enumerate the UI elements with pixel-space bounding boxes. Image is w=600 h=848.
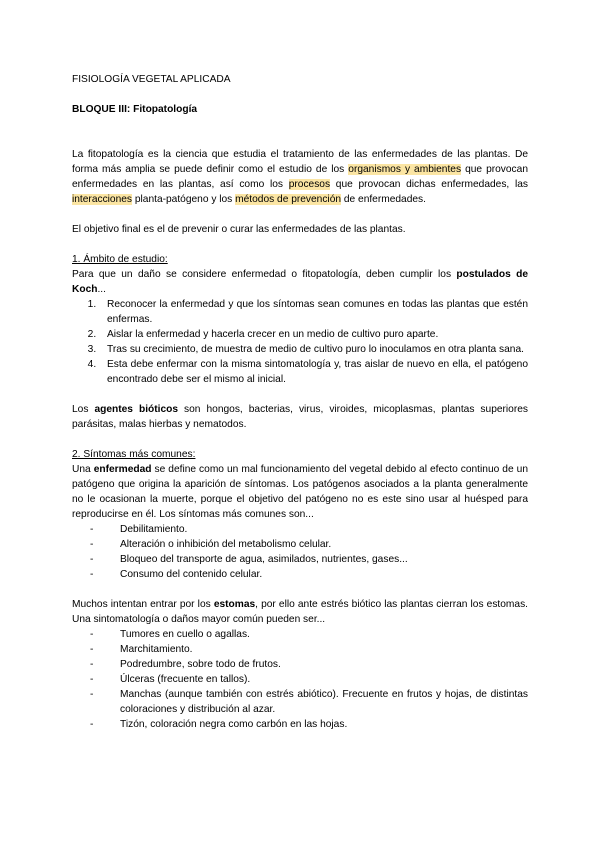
list-item: - Debilitamiento. bbox=[72, 522, 528, 537]
section2-title: 2. Síntomas más comunes: bbox=[72, 449, 196, 460]
document-header: FISIOLOGÍA VEGETAL APLICADA bbox=[72, 74, 231, 85]
highlight-metodos: métodos de prevención bbox=[235, 194, 342, 205]
koch-postulates-list bbox=[72, 297, 528, 387]
document-page bbox=[72, 0, 528, 732]
biotic-agents-paragraph: Los agentes bióticos son hongos, bacterias, virus, viroides, micoplasmas, plantas superiores parásitas, malas hierbas y nematodos. bbox=[72, 404, 528, 430]
list-item: 2. Aislar la enfermedad y hacerla crecer en un medio de cultivo puro aparte. bbox=[99, 327, 528, 342]
list-item: - Podredumbre, sobre todo de frutos. bbox=[72, 657, 528, 672]
intro-paragraph: La fitopatología es la ciencia que estudia el tratamiento de las enfermedades de las plantas. De forma más amplia se puede definir como el estudio de los organismos y ambientes que provocan enfermedades en las plantas, así como los procesos que provocan dichas enfermedades, las interacciones planta-patógeno y los métodos de prevención de enfermedades. bbox=[72, 149, 528, 205]
highlight-interacciones: interacciones bbox=[72, 194, 133, 205]
disease-definition-paragraph: Una enfermedad se define como un mal funcionamiento del vegetal debido al efecto continuo de un patógeno que origina la aparición de síntomas. Los patógenos asociados a la planta generalmente no le ocasionan la muerte, porque el objetivo del patógeno no es este sino usar al huésped para reproducirse en él. Los síntomas más comunes son... bbox=[72, 464, 528, 520]
list-item: 4. Esta debe enfermar con la misma sintomatología y, tras aislar de nuevo en ella, el patógeno encontrado debe ser el mismo al inicial. bbox=[99, 357, 528, 387]
list-item: - Manchas (aunque también con estrés abiótico). Frecuente en frutos y hojas, de distintas coloraciones y distribución al azar. bbox=[72, 687, 528, 717]
list-item: - Consumo del contenido celular. bbox=[72, 567, 528, 582]
section1-title: 1. Ámbito de estudio: bbox=[72, 254, 168, 265]
section1-lead: Para que un daño se considere enfermedad o fitopatología, deben cumplir los postulados de Koch... bbox=[72, 269, 528, 295]
objective-paragraph: El objetivo final es el de prevenir o curar las enfermedades de las plantas. bbox=[72, 224, 406, 235]
list-item: 1. Reconocer la enfermedad y que los síntomas sean comunes en todas las plantas que estén enfermas. bbox=[99, 297, 528, 327]
list-item: - Bloqueo del transporte de agua, asimilados, nutrientes, gases... bbox=[72, 552, 528, 567]
stomata-paragraph: Muchos intentan entrar por los estomas, por ello ante estrés biótico las plantas cierran los estomas. Una sintomatología o daños mayor común pueden ser... bbox=[72, 599, 528, 625]
highlight-procesos: procesos bbox=[288, 179, 331, 190]
list-item: - Marchitamiento. bbox=[72, 642, 528, 657]
highlight-organismos: organismos y ambientes bbox=[348, 164, 462, 175]
list-item: - Tizón, coloración negra como carbón en las hojas. bbox=[72, 717, 528, 732]
damage-list bbox=[72, 627, 528, 732]
list-item: - Úlceras (frecuente en tallos). bbox=[72, 672, 528, 687]
list-item: - Alteración o inhibición del metabolismo celular. bbox=[72, 537, 528, 552]
list-item: - Tumores en cuello o agallas. bbox=[72, 627, 528, 642]
symptoms-list bbox=[72, 522, 528, 582]
block-title: BLOQUE III: Fitopatología bbox=[72, 104, 198, 115]
list-item: 3. Tras su crecimiento, de muestra de medio de cultivo puro lo inoculamos en otra planta sana. bbox=[99, 342, 528, 357]
